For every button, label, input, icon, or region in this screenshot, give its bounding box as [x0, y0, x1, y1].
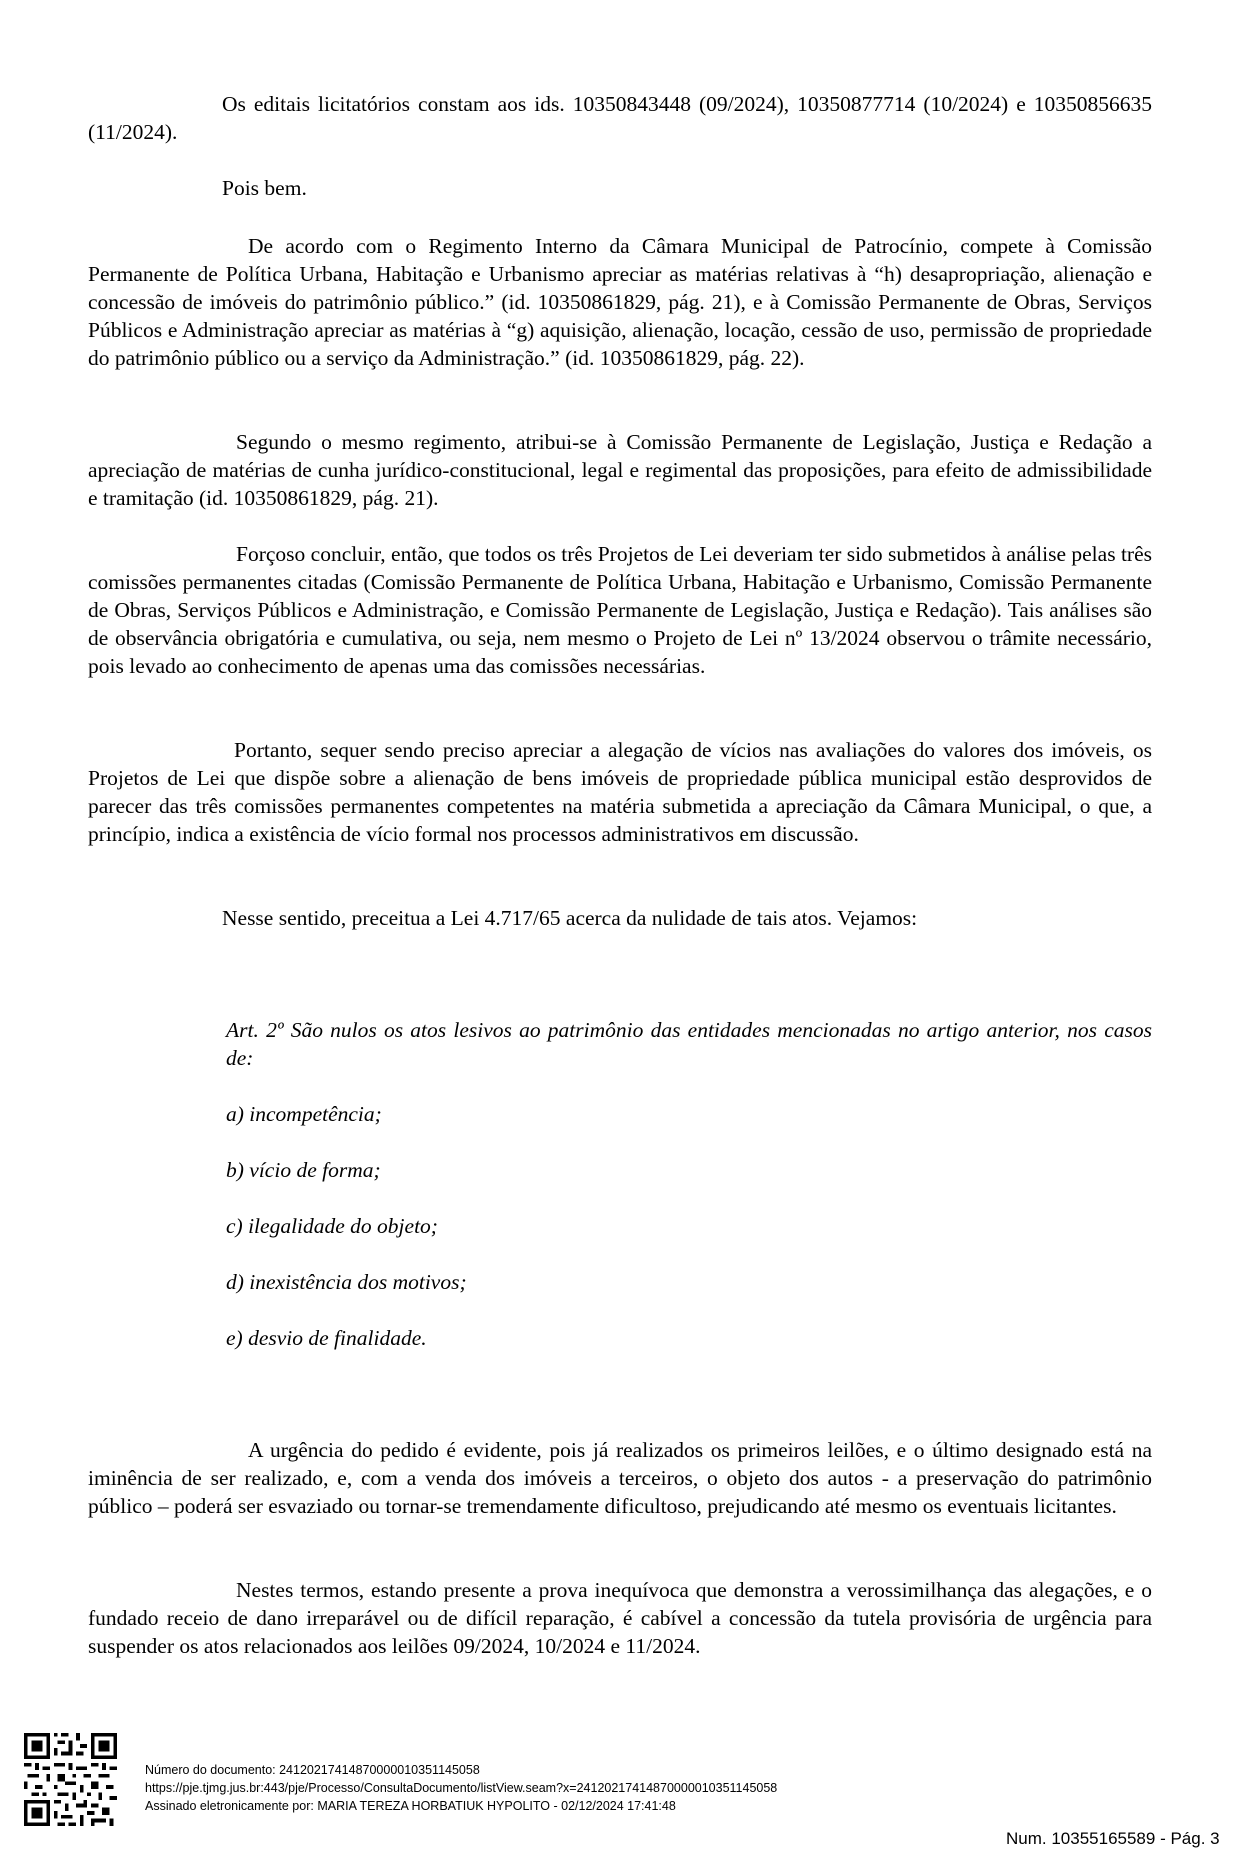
paragraph-legislacao: Segundo o mesmo regimento, atribui-se à Comissão Permanente de Legislação, Justiça e Redação a apreciação de matérias de cunha jurídico-constitucional, legal e regimental das proposições, para efeito de admissibilidade e tramitação (id. 10350861829, pág. 21). [88, 430, 1152, 510]
paragraph-nesse-sentido: Nesse sentido, preceitua a Lei 4.717/65 acerca da nulidade de tais atos. Vejamos: [222, 906, 918, 930]
qr-code [24, 1733, 117, 1826]
paragraph-regimento: De acordo com o Regimento Interno da Câmara Municipal de Patrocínio, compete à Comissão Permanente de Política Urbana, Habitação e Urbanismo apreciar as matérias relativas à “h) desapropriação, alienação e concessão de imóveis do patrimônio público.” (id. 10350861829, pág. 21), e à Comissão Permanente de Obras, Serviços Públicos e Administração apreciar as matérias à “g) aquisição, alienação, locação, cessão de uso, permissão de propriedade do patrimônio público ou a serviço da Administração.” (id. 10350861829, pág. 22). [88, 234, 1152, 370]
quote-item: a) incompetência; [226, 1102, 382, 1126]
quote-item: c) ilegalidade do objeto; [226, 1214, 438, 1238]
paragraph-nestes-termos: Nestes termos, estando presente a prova inequívoca que demonstra a verossimilhança das alegações, e o fundado receio de dano irreparável ou de difícil reparação, é cabível a concessão da tutela provisória de urgência para suspender os atos relacionados aos leilões 09/2024, 10/2024 e 11/2024. [88, 1578, 1152, 1658]
quote-item: e) desvio de finalidade. [226, 1326, 427, 1350]
paragraph-portanto: Portanto, sequer sendo preciso apreciar a alegação de vícios nas avaliações do valores dos imóveis, os Projetos de Lei que dispõe sobre a alienação de bens imóveis de propriedade pública municipal estão desprovidos de parecer das três comissões permanentes competentes na matéria submetida a apreciação da Câmara Municipal, o que, a princípio, indica a existência de vício formal nos processos administrativos em discussão. [88, 738, 1152, 846]
paragraph-pois-bem: Pois bem. [222, 176, 307, 200]
footer-url: https://pje.tjmg.jus.br:443/pje/Processo/ConsultaDocumento/listView.seam?x=24120217414870000010351145058 [145, 1781, 778, 1795]
footer-page-number: Num. 10355165589 - Pág. 3 [1006, 1829, 1220, 1848]
footer-signature: Assinado eletronicamente por: MARIA TEREZA HORBATIUK HYPOLITO - 02/12/2024 17:41:48 [145, 1799, 676, 1813]
paragraph-urgencia: A urgência do pedido é evidente, pois já realizados os primeiros leilões, e o último designado está na iminência de ser realizado, e, com a venda dos imóveis a terceiros, o objeto dos autos - a preservação do patrimônio público – poderá ser esvaziado ou tornar-se tremendamente dificultoso, prejudicando até mesmo os eventuais licitantes. [88, 1438, 1152, 1518]
quote-article: Art. 2º São nulos os atos lesivos ao patrimônio das entidades mencionadas no artigo anterior, nos casos de: [226, 1018, 1152, 1070]
footer-document-number: Número do documento: 24120217414870000010351145058 [145, 1763, 480, 1777]
quote-item: d) inexistência dos motivos; [226, 1270, 467, 1294]
paragraph-forcoso: Forçoso concluir, então, que todos os três Projetos de Lei deveriam ter sido submetidos à análise pelas três comissões permanentes citadas (Comissão Permanente de Política Urbana, Habitação e Urbanismo, Comissão Permanente de Obras, Serviços Públicos e Administração, e Comissão Permanente de Legislação, Justiça e Redação). Tais análises são de observância obrigatória e cumulativa, ou seja, nem mesmo o Projeto de Lei nº 13/2024 observou o trâmite necessário, pois levado ao conhecimento de apenas uma das comissões necessárias. [88, 542, 1152, 678]
paragraph-editais: Os editais licitatórios constam aos ids. 10350843448 (09/2024), 10350877714 (10/2024) e 10350856635 (11/2024). [88, 92, 1152, 144]
quote-item: b) vício de forma; [226, 1158, 381, 1182]
